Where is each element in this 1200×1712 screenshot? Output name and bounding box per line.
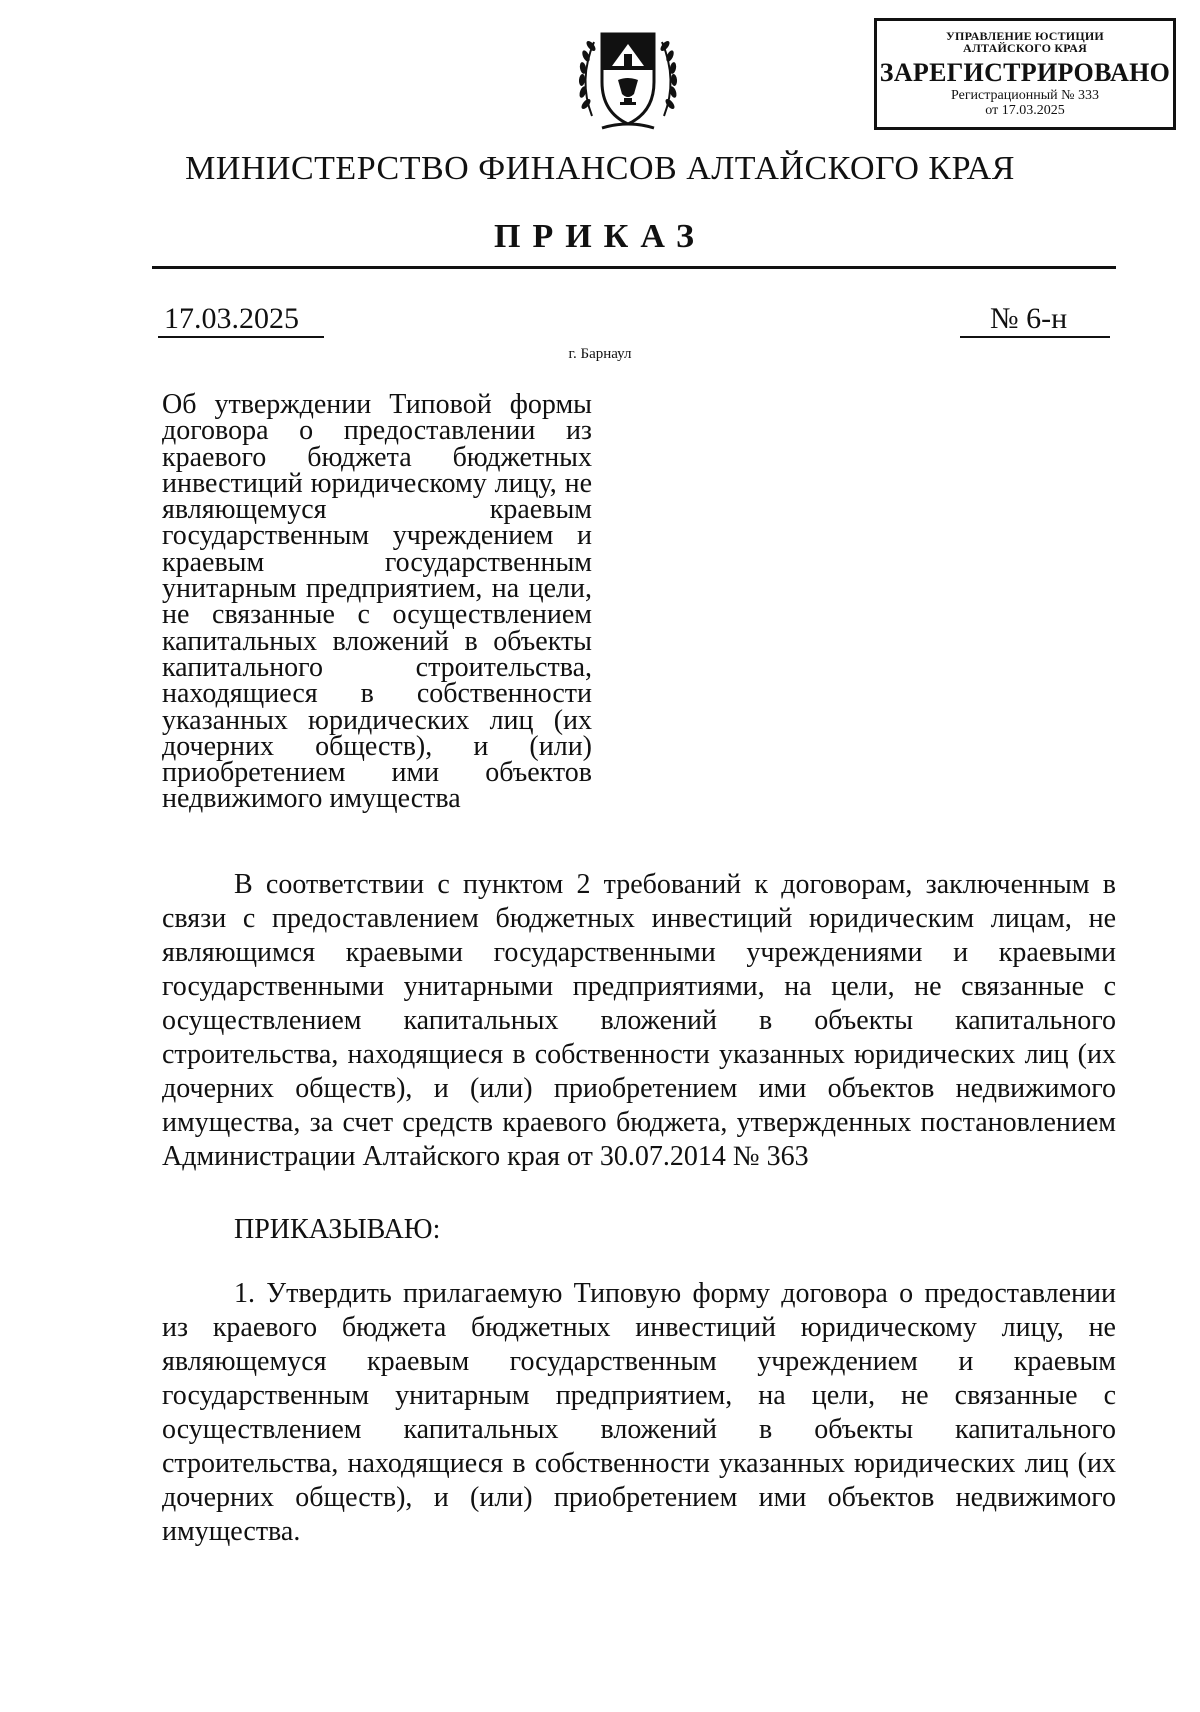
stamp-org-line1: УПРАВЛЕНИЕ ЮСТИЦИИ <box>946 28 1104 43</box>
preamble-paragraph: В соответствии с пунктом 2 требований к договорам, заключенным в связи с предоставлением бюджетных инвестиций юридическим лицам, не являющимся краевыми государственными учреждениями и краевыми государственными унитарными предприятиями, на цели, не связанные с осуществлением капитальных вложений в объекты капитального строительства, находящиеся в собственности указанных юридических лиц (их дочерних обществ), и (или) приобретением ими объектов недвижимого имущества, за счет средств краевого бюджета, утвержденных постановлением Администрации Алтайского края от 30.07.2014 № 363 <box>162 869 1116 1172</box>
document-subject: Об утверждении Типовой формы договора о предоставлении из краевого бюджета бюджетных инвестиций юридическому лицу, не являющемуся краевым государственным учреждением и краевым государственным унитарным предприятием, на цели, не связанные с осуществлением капитальных вложений в объекты капитального строительства, находящиеся в собственности указанных юридических лиц (их дочерних обществ), и (или) приобретением ими объектов недвижимого имущества <box>162 389 592 815</box>
stamp-reg-date: от 17.03.2025 <box>985 102 1065 118</box>
header-divider <box>152 266 1116 269</box>
stamp-org-line2: АЛТАЙСКОГО КРАЯ <box>963 41 1087 56</box>
stamp-reg-number: Регистрационный № 333 <box>951 88 1099 104</box>
stamp-status: ЗАРЕГИСТРИРОВАНО <box>879 57 1171 87</box>
order-word: ПРИКАЗЫВАЮ: <box>234 1214 441 1245</box>
order-item-1: 1. Утвердить прилагаемую Типовую форму договора о предоставлении из краевого бюджета бюджетных инвестиций юридическому лицу, не являющемуся краевым государственным учреждением и краевым государственным унитарным предприятием, на цели, не связанные с осуществлением капитальных вложений в объекты капитального строительства, находящиеся в собственности указанных юридических лиц (их дочерних обществ), и (или) приобретением ими объектов недвижимого имущества. <box>162 1278 1116 1547</box>
coat-of-arms-icon <box>572 20 684 134</box>
ministry-name: МИНИСТЕРСТВО ФИНАНСОВ АЛТАЙСКОГО КРАЯ <box>185 150 1015 187</box>
registration-stamp <box>874 18 1176 130</box>
document-city: г. Барнаул <box>568 346 632 362</box>
document-type: ПРИКАЗ <box>494 218 706 255</box>
document-date: 17.03.2025 <box>158 302 324 338</box>
document-number: № 6-н <box>960 302 1110 338</box>
